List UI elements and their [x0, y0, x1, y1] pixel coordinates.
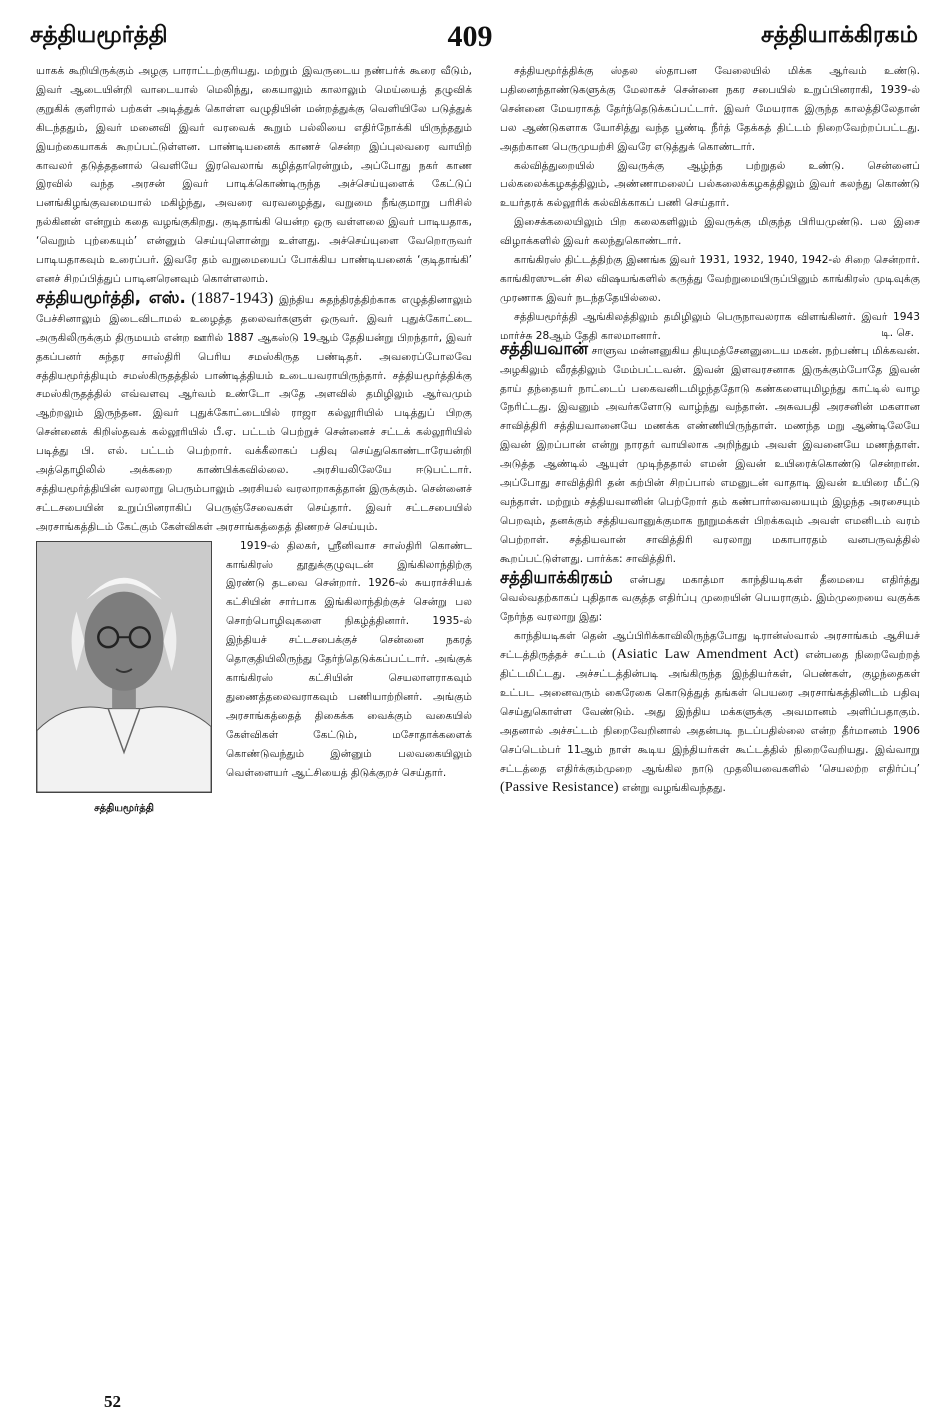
photo-caption: சத்தியமூர்த்தி: [94, 802, 154, 814]
paragraph-music: இசைக்கலையிலும் பிற கலைகளிலும் இவருக்கு மிகுந்த பிரியமுண்டு. பல இசை விழாக்களில் இவர் கலந்துகொண்டார்.: [500, 216, 920, 248]
running-head-right: சத்தியாக்கிரகம்: [761, 22, 918, 48]
entry-satyagraha-title: சத்தியாக்கிரகம்: [500, 567, 613, 587]
passive-resistance-english: (Passive Resistance): [500, 779, 619, 795]
entry-paragraph-1a: இந்திய சுதந்திரத்திற்காக எழுத்தினாலும் பேச்சினாலும் இடைவிடாமல் உழைத்த தலைவர்களுள் ஒருவர். இவர் புதுக்கோட்டை அருகிலிருக்கும் திருமயம் என்ற ஊரில் 1887 ஆகஸ்டு 19ஆம் தேதியன்று பிறந்தார், இவர் தகப்பனர் சுந்தர சாஸ்திரி பெரிய சமஸ்கிருத பண்டிதர். அவரைப்போலவே சத்தியமூர்த்தியும் சமஸ்கிருதத்தில் பாண்டித்தியம் உடையவராயிருந்தார். சத்தியமூர்த்திக்கு சமஸ்கிருதத்தில் எவ்வளவு ஆர்வம் உண்டோ அதே அளவில் தமிழிலும் ஆர்வமும் ஆற்றலும் இருந்தன. இவர் புதுக்கோட்டையில் ராஜா கல்லூரியில் படித்துப் பிறகு சென்னைக் கிறிஸ்தவக் கல்லூரியில் பீ.ஏ. பட்டம் பெற்றுச் சென்னைச் சட்டக் கல்லூரியில் படித்து பி. எல். பட்டம் பெற்றார். வக்கீலாகப் பதிவு செய்துகொண்டாரேயன்றி அத்தொழிலில் அக்கறை காண்பிக்கவில்லை. அரசியலிலேயே ஈடுபட்டார். சத்தியமூர்த்தியின் வரலாறு பெரும்பாலும் அரசியல் வரலாறாகத்தான் இருக்கும். சென்னைச் சட்டசபையின் உறுப்பினராகிப் பெருஞ்சேவைகள் செய்தார். இவர் சட்டசபையில் அரசாங்கத்திடம் கேட்கும் கேள்விகள் அரசாங்கத்தைத் திணறச் செய்யும்.: [36, 293, 472, 533]
entry-satyagraha-intro: என்பது மகாத்மா காந்தியடிகள் தீமையை எதிர்த்து வெல்வதற்காகப் புதிதாக வகுத்த எதிர்ப்பு முறையின் பெயராகும். இம்முறையை வகுக்க நேர்ந்த வரலாறு இது:: [500, 573, 920, 624]
page-header: [0, 0, 940, 56]
running-head-left: சத்தியமூர்த்தி: [30, 22, 168, 48]
paragraph-death: சத்தியமூர்த்தி ஆங்கிலத்திலும் தமிழிலும் பெருநாவலராக விளங்கினர். இவர் 1943 மார்ச்சு 28ஆம் தேதி காலமானார்.: [500, 310, 920, 342]
paragraph-civic: சத்தியமூர்த்திக்கு ஸ்தல ஸ்தாபன வேலையில் மிக்க ஆர்வம் உண்டு. பதினைந்தாண்டுகளுக்கு மேலாகச் சென்னை நகர சபையில் உறுப்பினராகி, 1939-ல் சென்னை மேயராகத் தேர்ந்தெடுக்கப்பட்டார். இவர் மேயராக இருந்த காலத்திலேதான் பல ஆண்டுகளாக யோசித்து வந்த பூண்டி நீர்த் தேக்கத் திட்டம் நிறைவேற்றப்பட்டது. அதற்கான பெருமுயற்சி இவரே எடுத்துக் கொண்டார்.: [500, 65, 920, 153]
entry-satyagraha-paragraph: [500, 627, 920, 797]
entry-paragraph-2: 1919-ல் திலகர், ஸ்ரீனிவாச சாஸ்திரி கொண்ட காங்கிரஸ் தூதுக்குழுவுடன் இங்கிலாந்திற்கு இரண்டு தடவை சென்றார். 1926-ல் சுயராச்சியக் கட்சியின் சார்பாக இங்கிலாந்திற்குச் சென்று பல சொற்பொழிவுகளை நிகழ்த்தினார். 1935-ல் இந்தியச் சட்டசபைக்குச் சென்னை நகரத் தொகுதியிலிருந்து தேர்ந்தெடுக்கப்பட்டார். அங்குக் காங்கிரஸ் கட்சியின் செயலாளராகவும் துணைத்தலைவராகவும் பணியாற்றினர். அங்கும் அரசாங்கத்தைத் திகைக்க வைக்கும் வகையில் கேள்விகள் கேட்டும், மசோதாக்களைக் கொண்டுவந்தும் இன்னும் பலவகையிலும் வெள்ளையர் ஆட்சியைத் திடுக்குறச் செய்தார்.: [226, 539, 472, 779]
left-column: [36, 62, 472, 1380]
satyagraha-text-c: என்று வழங்கிவந்தது.: [622, 781, 726, 794]
right-column: [500, 62, 920, 1380]
act-name-english: (Asiatic Law Amendment Act): [611, 647, 799, 663]
footer-page-number: 52: [104, 1392, 121, 1411]
entry-sathyamurthy: [36, 289, 472, 537]
entry-sathyavan-text: சாளுவ மன்னனுகிய தியுமத்சேனனுடைய மகன். நற்பண்பு மிக்கவன். அழகிலும் வீரத்திலும் மேம்பட்டவன். இவன் இளவரசனாக இருக்கும்போதே இவன் தாய் தந்தையர் நாட்டைப் பகைவனிடமிழந்ததோடு கண்களையுமிழந்து காட்டில் வாழ நேரிட்டது. இவனும் அவர்களோடு வாழ்ந்து வந்தான். அசுவபதி அரசனின் மகளான சாவித்திரி சத்தியவானையே மணக்க எண்ணியிருந்தாள். மணந்த மறு ஆண்டிலேயே இவன் இறப்பான் என்று நாரதர் வாயிலாக அறிந்தும் அவள் இவனையே மணந்தாள். அடுத்த ஆண்டில் ஆயுள் முடிந்ததால் எமன் இவன் உயிரைக்கொண்டு சென்றான். அப்போது சாவித்திரி தன் கற்பின் சிறப்பால் எமனுடன் வாதாடி இவன் உயிரை மீட்டு வந்தாள். மற்றும் சத்தியவானின் பெற்றோர் தம் கண்பார்வையையும் இழந்த அரசையும் பெறவும், தனக்கும் சத்தியவானுக்குமாக நூறுமக்கள் பிறக்கவும் அவள் எமனிடம் வரம் பெற்றாள். சத்தியவான் சாவித்திரி வரலாறு மகாபாரதம் வனபருவத்தில் கூறப்பட்டுள்ளது. பார்க்க: சாவித்திரி.: [500, 344, 920, 565]
paragraph-congress: காங்கிரஸ் திட்டத்திற்கு இணங்க இவர் 1931, 1932, 1940, 1942-ல் சிறை சென்றார். காங்கிரஸுடன் சில விஷயங்களில் கருத்து வேற்றுமையிருப்பினும் காங்கிரஸ் முடிவுக்கு முரணாக இவர் நடந்ததேயில்லை.: [500, 254, 920, 304]
entry-satyagraha: [500, 569, 920, 628]
portrait-photo: [36, 541, 212, 793]
intro-paragraph: யாகக் கூறியிருக்கும் அழகு பாராட்டற்குரியது. மற்றும் இவருடைய நண்பர்க் கூரை வீடும், இவர் ஆடையின்றி வாடையால் மெலிந்து, கையாலும் காலாலும் மெய்யைத் தழுவிக் குறுகிக் குளிரால் பற்கள் அடித்துக் கொள்ள வழுதியின் மன்றத்துக்கு வெளியிலே படுத்துக் கிடந்ததும், இவர் மனைவி இவர் வரவைக் கூறும் பல்லியை எதிர்நோக்கி யிருந்ததும் இயற்கையாகக் கூறப்பட்டுள்ளன. பாண்டியனைக் காணச் சென்ற இப்புலவரை வாயிற் காவலர் தடுத்ததனால் வெளியே இரவெலாங் கழித்தாரென்றும், அப்போது நகர் காண இரவில் வந்த அரசன் இவர் பாடிக்கொண்டிருந்த அச்செய்யுளைக் கேட்டுப் பனங்கிழங்குவமையால் மகிழ்ந்து, அவரை வரவழைத்து, வறுமை நீங்குமாறு பரிசில் நல்கினன் என்றும் கதை வழங்குகிறது. குடிதாங்கி யென்ற ஒரு வள்ளலை இவர் பாடியதாக, ‘வெறும் புற்கையும்’ என்னும் செய்யுளொன்று உள்ளது. அச்செய்யுளை வேறொருவர் பாடியதாகவும் உரைப்பர். இவரே தம் வறுமையைப் போக்கிய பாண்டியனைக் ‘குடிதாங்கி’ எனச் சிறப்பித்துப் பாடினரெனவும் கொள்ளலாம்.: [36, 65, 472, 285]
entry-sathyavan: [500, 340, 920, 569]
page-number: 409: [447, 20, 493, 53]
portrait-figure: [36, 541, 212, 819]
entry-sathyavan-title: சத்தியவான்: [500, 338, 588, 358]
entry-title: சத்தியமூர்த்தி, எஸ்.: [36, 287, 186, 307]
author-signature: டி. செ.: [881, 326, 914, 339]
satyagraha-text-a: காந்தியடிகள் தென் ஆப்பிரிக்காவிலிருந்தபோது டிரான்ஸ்வால் அரசாங்கம் ஆசியச் சட்டத்திருத்தச் சட்டம்: [500, 630, 920, 662]
entry-years: (1887-1943): [191, 289, 274, 307]
paragraph-education: கல்வித்துறையில் இவருக்கு ஆழ்ந்த பற்றுதல் உண்டு. சென்னைப் பல்கலைக்கழகத்திலும், அண்ணாமலைப் பல்கலைக்கழகத்திலும் இவர் கலந்து கொண்டு உயர்தரக் கல்லூரிக் கல்விக்காகப் பணி செய்தார்.: [500, 159, 920, 210]
satyagraha-text-b: என்பதை நிறைவேற்றத் திட்டமிட்டது. அச்சட்டத்தின்படி அங்கிருந்த இந்தியர்கள், பெண்கள், குழந்தைகள் உட்பட அனைவரும் கைரேகை கொடுத்துத் தங்கள் பெயரை அரசாங்கத்தினிடம் பதிவு செய்துகொள்ள வேண்டும். அது இந்திய மக்களுக்கு அவமானம் அளிப்பதாகும். அதனால் அச்சட்டம் நிறைவேறினால் அதன்படி நடப்பதில்லை என்ற தீர்மானம் 1906 செப்டெம்பர் 11ஆம் நாள் கூடிய இந்தியர்கள் கூட்டத்தில் நிறைவேறியது. இவ்வாறு சட்டத்தை எதிர்க்கும்முறை ஆங்கில நாடு முதலியவைகளில் ‘செயலற்ற எதிர்ப்பு’: [500, 649, 920, 775]
